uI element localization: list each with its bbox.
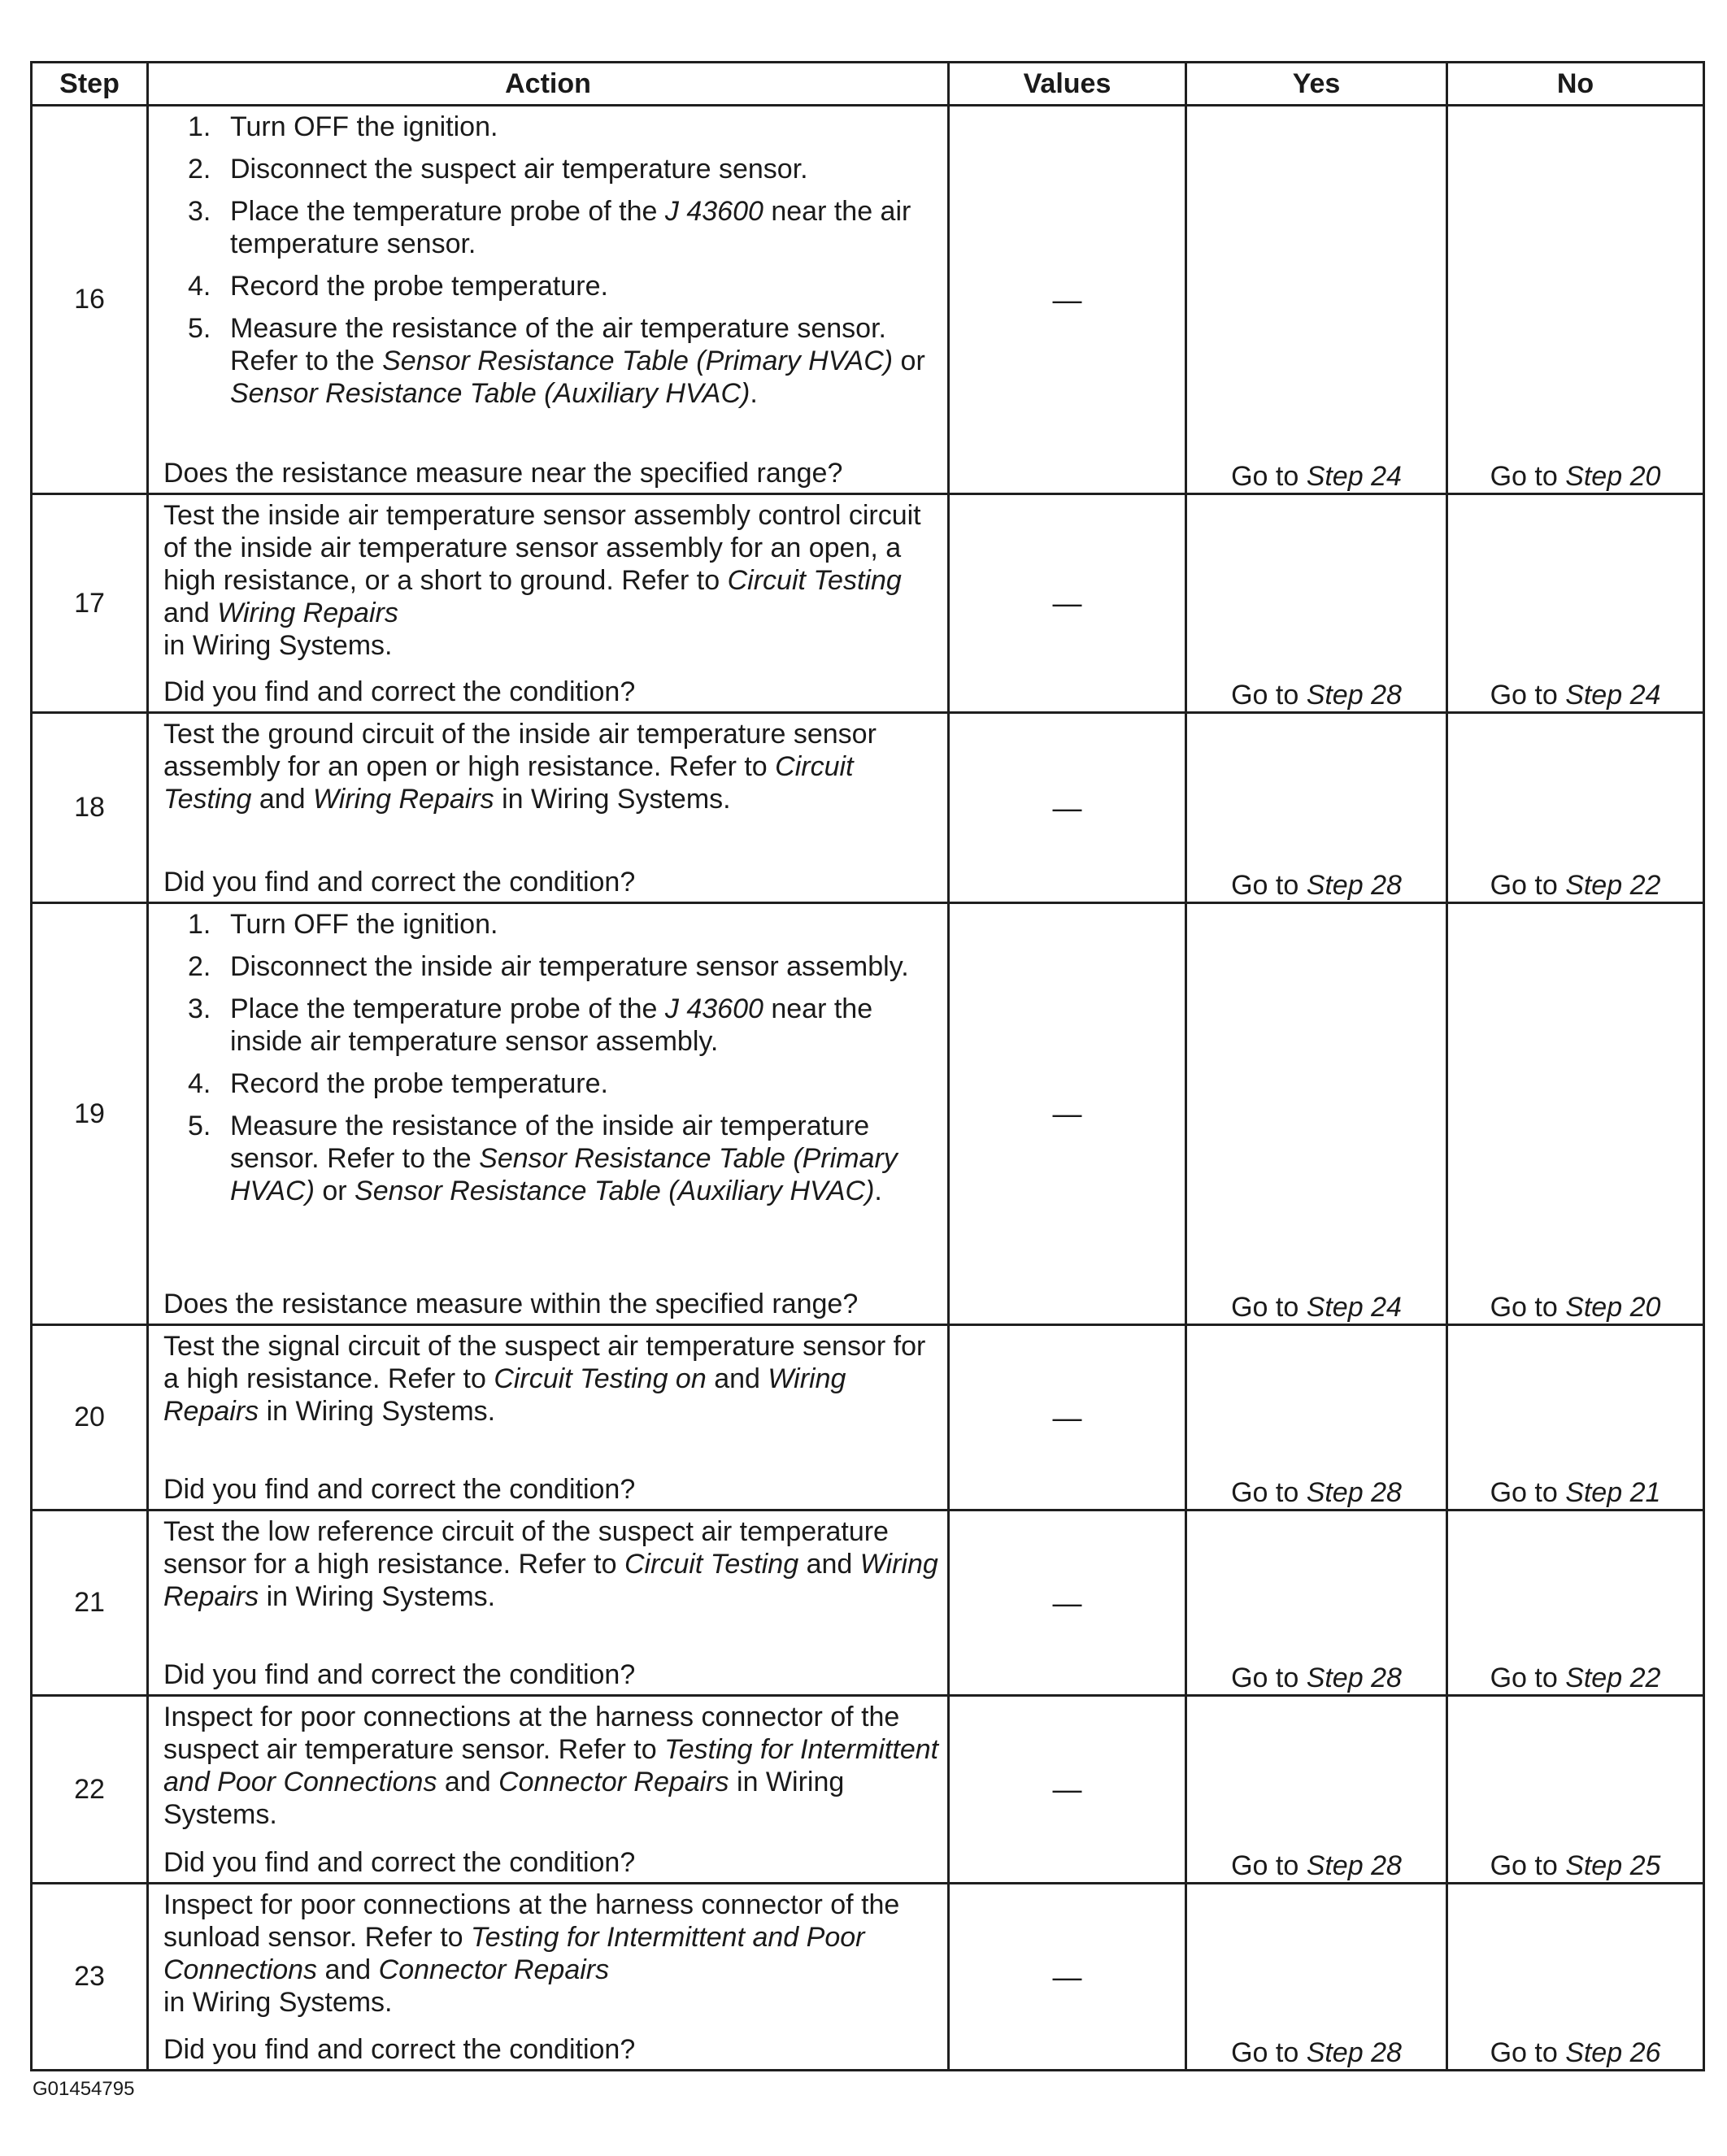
no-cell — [1447, 1696, 1704, 1884]
no-step-link[interactable]: Step 25 — [1565, 1850, 1661, 1881]
action-question: Did you find and correct the condition? — [163, 1474, 636, 1505]
action-instructions — [149, 1511, 947, 1613]
instruction-item — [163, 111, 939, 143]
action-reference: Wiring Repairs — [313, 784, 494, 815]
no-prefix: Go to — [1490, 1477, 1566, 1508]
table-row — [32, 903, 1704, 1325]
header-row — [32, 63, 1704, 106]
action-reference: Circuit Testing — [163, 751, 854, 815]
instruction-item — [163, 270, 939, 302]
yes-step-link[interactable]: Step 28 — [1306, 870, 1402, 901]
yes-step-link[interactable]: Step 24 — [1306, 461, 1402, 492]
action-content — [149, 106, 947, 493]
action-text: Test the signal circuit of the suspect air temperature sensor for a high resistance. Refer to — [163, 1331, 926, 1394]
action-cell — [148, 1696, 949, 1884]
action-reference: Circuit Testing on — [494, 1363, 707, 1394]
instruction-number: 3. — [188, 993, 211, 1024]
action-question: Did you find and correct the condition? — [163, 1847, 636, 1878]
instruction-text: . — [874, 1176, 882, 1206]
action-reference: Testing for Intermittent and Poor Connections — [163, 1922, 865, 1985]
instruction-reference: J 43600 — [664, 196, 763, 227]
instruction-item — [163, 1067, 939, 1100]
action-paragraph — [163, 1701, 939, 1831]
no-step-link[interactable]: Step 22 — [1565, 1663, 1661, 1693]
action-text: Test the low reference circuit of the suspect air temperature sensor for a high resistance. Refer to — [163, 1516, 889, 1580]
action-text: and — [706, 1363, 768, 1394]
action-cell — [148, 1325, 949, 1511]
yes-cell — [1186, 903, 1447, 1325]
values-cell: — — [949, 903, 1186, 1325]
step-number: 21 — [32, 1511, 148, 1696]
instruction-number: 3. — [188, 196, 211, 227]
action-text: Inspect for poor connections at the harness connector of the suspect air temperature sensor. Refer to — [163, 1702, 900, 1765]
no-step-link[interactable]: Step 24 — [1565, 680, 1661, 711]
yes-step-link[interactable]: Step 28 — [1306, 2037, 1402, 2068]
action-text: in Wiring Systems. — [494, 784, 731, 815]
values-cell: — — [949, 1884, 1186, 2071]
yes-prefix: Go to — [1231, 1477, 1307, 1508]
action-cell — [148, 713, 949, 903]
yes-prefix: Go to — [1231, 461, 1307, 492]
action-text: and — [798, 1549, 860, 1580]
instruction-reference: Sensor Resistance Table (Primary HVAC) — [230, 1143, 898, 1206]
no-step-link[interactable]: Step 26 — [1565, 2037, 1661, 2068]
instruction-number: 1. — [188, 111, 211, 142]
instruction-text: Disconnect the suspect air temperature sensor. — [230, 154, 808, 185]
no-prefix: Go to — [1490, 1850, 1566, 1881]
yes-cell — [1186, 1884, 1447, 2071]
no-prefix: Go to — [1490, 2037, 1566, 2068]
instruction-text: near the air temperature sensor. — [230, 196, 911, 259]
table-body — [32, 106, 1704, 2071]
instruction-text: Measure the resistance of the air temperature sensor. Refer to the — [230, 313, 886, 376]
instruction-item — [163, 908, 939, 941]
figure-id: G01454795 — [33, 2078, 135, 2100]
instruction-reference: Sensor Resistance Table (Auxiliary HVAC) — [355, 1176, 875, 1206]
action-instructions — [149, 1884, 947, 2019]
action-reference: Circuit Testing — [727, 565, 902, 596]
step-number: 16 — [32, 106, 148, 494]
no-prefix: Go to — [1490, 1292, 1566, 1323]
instruction-reference: Sensor Resistance Table (Primary HVAC) — [382, 346, 894, 376]
action-question: Does the resistance measure near the specified range? — [163, 458, 843, 489]
no-cell — [1447, 1511, 1704, 1696]
no-cell — [1447, 713, 1704, 903]
yes-step-link[interactable]: Step 28 — [1306, 1477, 1402, 1508]
no-prefix: Go to — [1490, 461, 1566, 492]
header-no: No — [1447, 63, 1704, 106]
instruction-text: . — [750, 378, 758, 409]
no-prefix: Go to — [1490, 1663, 1566, 1693]
action-content — [149, 495, 947, 711]
yes-cell — [1186, 494, 1447, 713]
instruction-number: 5. — [188, 1111, 211, 1141]
yes-prefix: Go to — [1231, 2037, 1307, 2068]
action-text: in Wiring Systems. — [259, 1396, 496, 1427]
yes-cell — [1186, 106, 1447, 494]
values-cell: — — [949, 494, 1186, 713]
instruction-text: Measure the resistance of the inside air temperature sensor. Refer to the — [230, 1111, 870, 1174]
no-prefix: Go to — [1490, 870, 1566, 901]
no-cell — [1447, 494, 1704, 713]
step-number: 20 — [32, 1325, 148, 1511]
header-action: Action — [148, 63, 949, 106]
step-number: 23 — [32, 1884, 148, 2071]
action-text: in Wiring Systems. — [163, 1987, 393, 2018]
table-row — [32, 106, 1704, 494]
instruction-text: near the inside air temperature sensor assembly. — [230, 993, 873, 1057]
instruction-reference: Sensor Resistance Table (Auxiliary HVAC) — [230, 378, 750, 409]
header-step: Step — [32, 63, 148, 106]
step-number: 22 — [32, 1696, 148, 1884]
action-content — [149, 1697, 947, 1882]
values-cell: — — [949, 1325, 1186, 1511]
yes-step-link[interactable]: Step 28 — [1306, 680, 1402, 711]
action-question: Did you find and correct the condition? — [163, 1659, 636, 1690]
action-question: Did you find and correct the condition? — [163, 676, 636, 707]
table-row — [32, 494, 1704, 713]
action-question: Did you find and correct the condition? — [163, 867, 636, 898]
action-cell — [148, 903, 949, 1325]
values-cell: — — [949, 1696, 1186, 1884]
no-step-link[interactable]: Step 20 — [1565, 1292, 1661, 1323]
yes-cell — [1186, 713, 1447, 903]
yes-cell — [1186, 1325, 1447, 1511]
action-reference: Testing for Intermittent and Poor Connections — [163, 1734, 939, 1797]
instruction-number: 5. — [188, 313, 211, 344]
values-cell: — — [949, 1511, 1186, 1696]
yes-cell — [1186, 1511, 1447, 1696]
yes-prefix: Go to — [1231, 1663, 1307, 1693]
instruction-text: Disconnect the inside air temperature sensor assembly. — [230, 951, 909, 982]
action-content — [149, 714, 947, 902]
action-cell — [148, 1511, 949, 1696]
instruction-number: 2. — [188, 154, 211, 185]
instruction-list — [163, 908, 939, 1207]
action-text: in Wiring Systems. — [259, 1581, 496, 1612]
action-text: Test the inside air temperature sensor assembly control circuit of the inside air temperature sensor assembly for an open, a high resistance, or a short to ground. Refer to — [163, 500, 921, 596]
values-cell: — — [949, 106, 1186, 494]
instruction-list — [163, 111, 939, 410]
action-text: and — [163, 598, 218, 628]
table-row — [32, 1696, 1704, 1884]
action-paragraph — [163, 1515, 939, 1613]
instruction-text: Place the temperature probe of the — [230, 196, 665, 227]
step-number: 18 — [32, 713, 148, 903]
instruction-item — [163, 153, 939, 185]
action-content — [149, 904, 947, 1324]
action-question: Did you find and correct the condition? — [163, 2034, 636, 2065]
header-yes: Yes — [1186, 63, 1447, 106]
action-reference: Circuit Testing — [624, 1549, 799, 1580]
no-prefix: Go to — [1490, 680, 1566, 711]
instruction-text: Turn OFF the ignition. — [230, 909, 498, 940]
yes-step-link[interactable]: Step 28 — [1306, 1663, 1402, 1693]
no-cell — [1447, 903, 1704, 1325]
action-reference: Connector Repairs — [498, 1767, 729, 1797]
table-row — [32, 713, 1704, 903]
action-instructions — [149, 495, 947, 662]
action-content — [149, 1326, 947, 1509]
instruction-text: Turn OFF the ignition. — [230, 111, 498, 142]
action-instructions — [149, 904, 947, 1207]
yes-cell — [1186, 1696, 1447, 1884]
action-text: and — [437, 1767, 499, 1797]
no-cell — [1447, 106, 1704, 494]
instruction-number: 4. — [188, 1068, 211, 1099]
instruction-reference: J 43600 — [664, 993, 763, 1024]
instruction-item — [163, 312, 939, 410]
instruction-item — [163, 993, 939, 1058]
action-instructions — [149, 714, 947, 815]
instruction-text: or — [314, 1176, 355, 1206]
diagnostic-table — [30, 61, 1705, 2071]
no-cell — [1447, 1325, 1704, 1511]
instruction-number: 2. — [188, 951, 211, 982]
action-paragraph — [163, 718, 939, 815]
step-number: 17 — [32, 494, 148, 713]
action-cell — [148, 1884, 949, 2071]
action-instructions — [149, 1697, 947, 1831]
yes-prefix: Go to — [1231, 1850, 1307, 1881]
yes-prefix: Go to — [1231, 680, 1307, 711]
instruction-item — [163, 1110, 939, 1207]
instruction-number: 1. — [188, 909, 211, 940]
instruction-text: Place the temperature probe of the — [230, 993, 665, 1024]
yes-prefix: Go to — [1231, 870, 1307, 901]
no-cell — [1447, 1884, 1704, 2071]
table-row — [32, 1325, 1704, 1511]
action-reference: Wiring Repairs — [217, 598, 398, 628]
instruction-text: Record the probe temperature. — [230, 1068, 608, 1099]
values-cell: — — [949, 713, 1186, 903]
action-text: in Wiring Systems. — [163, 630, 393, 661]
action-paragraph — [163, 1330, 939, 1428]
action-content — [149, 1511, 947, 1694]
no-step-link[interactable]: Step 22 — [1565, 870, 1661, 901]
action-reference: Wiring Repairs — [163, 1363, 846, 1427]
instruction-item — [163, 195, 939, 260]
no-step-link[interactable]: Step 20 — [1565, 461, 1661, 492]
action-text: Inspect for poor connections at the harness connector of the sunload sensor. Refer to — [163, 1889, 900, 1953]
action-text: Test the ground circuit of the inside air temperature sensor assembly for an open or high resistance. Refer to — [163, 719, 877, 782]
header-values: Values — [949, 63, 1186, 106]
action-question: Does the resistance measure within the specified range? — [163, 1289, 859, 1319]
instruction-item — [163, 950, 939, 983]
table-row — [32, 1511, 1704, 1696]
action-reference: Wiring Repairs — [163, 1549, 938, 1612]
yes-prefix: Go to — [1231, 1292, 1307, 1323]
yes-step-link[interactable]: Step 24 — [1306, 1292, 1402, 1323]
action-instructions — [149, 1326, 947, 1428]
instruction-number: 4. — [188, 271, 211, 302]
action-text: and — [317, 1954, 379, 1985]
action-paragraph — [163, 499, 939, 662]
instruction-text: Record the probe temperature. — [230, 271, 608, 302]
action-reference: Connector Repairs — [378, 1954, 610, 1985]
action-cell — [148, 106, 949, 494]
action-instructions — [149, 106, 947, 410]
step-number: 19 — [32, 903, 148, 1325]
action-paragraph — [163, 1889, 939, 2019]
action-text: and — [251, 784, 313, 815]
action-text: in Wiring Systems. — [163, 1767, 845, 1830]
action-cell — [148, 494, 949, 713]
no-step-link[interactable]: Step 21 — [1565, 1477, 1661, 1508]
action-content — [149, 1884, 947, 2069]
table-row — [32, 1884, 1704, 2071]
instruction-text: or — [893, 346, 925, 376]
yes-step-link[interactable]: Step 28 — [1306, 1850, 1402, 1881]
